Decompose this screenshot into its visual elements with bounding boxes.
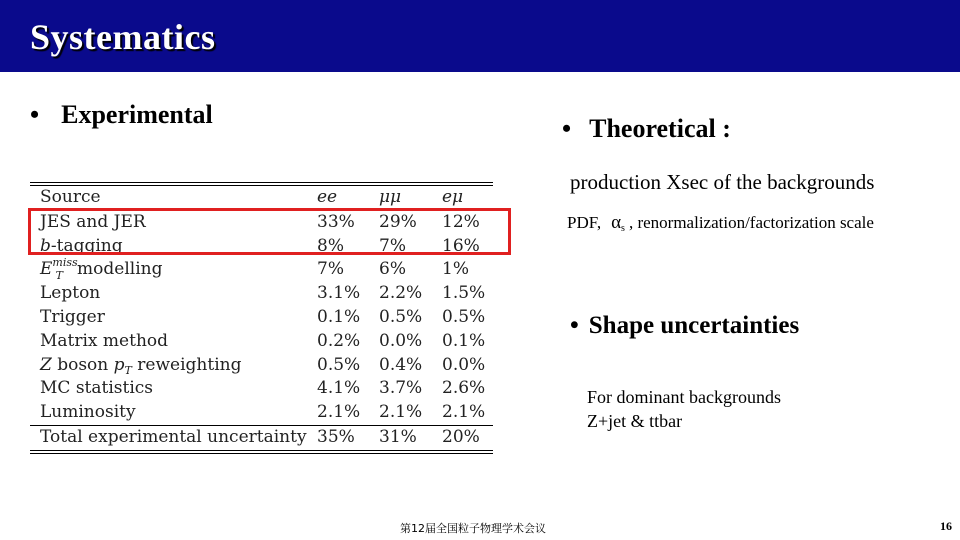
bullet-experimental — [30, 100, 213, 130]
header-source: Source — [40, 187, 101, 207]
row-source: Lepton — [40, 283, 101, 304]
row-source-E: E — [40, 259, 53, 280]
title-bar — [0, 0, 960, 72]
row-emu: 0.1% — [442, 330, 486, 351]
row-mumu: 2.1% — [379, 402, 423, 423]
row-emu: 0.5% — [442, 306, 486, 327]
row-emu: 2.6% — [442, 378, 486, 399]
row-mumu: 0.5% — [379, 306, 423, 327]
alpha-symbol: α — [611, 212, 622, 233]
row-source-rest: reweighting — [137, 354, 242, 375]
row-source: Trigger — [40, 306, 105, 327]
row-ee: 7% — [317, 259, 344, 280]
row-ee: 8% — [317, 235, 344, 256]
row-source-psub: T — [124, 363, 132, 377]
theoretical-xsec-text: production Xsec of the backgrounds — [570, 170, 875, 194]
row-source-b: b — [40, 235, 51, 256]
table-row — [30, 330, 493, 354]
row-source: Matrix method — [40, 330, 169, 351]
row-mumu: 3.7% — [379, 378, 423, 399]
row-emu: 1% — [442, 259, 469, 280]
total-source: Total experimental uncertainty — [40, 426, 307, 447]
dominant-backgrounds-text: For dominant backgrounds — [587, 387, 781, 407]
bullet-theoretical-label: Theoretical : — [589, 114, 731, 143]
row-source-p: p — [113, 354, 125, 375]
row-source — [40, 258, 162, 283]
row-emu: 0.0% — [442, 354, 486, 375]
row-ee: 0.2% — [317, 330, 361, 351]
row-ee: 3.1% — [317, 283, 361, 304]
row-emu: 16% — [442, 235, 480, 256]
row-source-sub: T — [55, 269, 64, 283]
row-source-Z: Z — [40, 354, 52, 375]
pdf-suffix: , renormalization/factorization scale — [628, 213, 874, 232]
bullet-experimental-label: Experimental — [61, 100, 213, 129]
row-source — [40, 354, 241, 379]
table-row — [30, 306, 493, 330]
header-emu: eμ — [442, 187, 464, 207]
row-emu: 2.1% — [442, 402, 486, 423]
row-source-sup: miss — [52, 256, 78, 270]
row-ee: 0.5% — [317, 354, 361, 375]
alpha-subscript: s — [621, 223, 625, 234]
row-mumu: 6% — [379, 259, 406, 280]
header-mumu: μμ — [379, 187, 402, 207]
table-row — [30, 354, 493, 378]
row-emu: 12% — [442, 211, 480, 232]
row-mumu: 2.2% — [379, 283, 423, 304]
row-source-rest: modelling — [77, 259, 163, 280]
row-ee: 2.1% — [317, 402, 361, 423]
page-number: 16 — [940, 519, 952, 533]
table-rule-bottom — [30, 450, 493, 451]
row-mumu: 0.4% — [379, 354, 423, 375]
total-ee: 35% — [317, 426, 355, 447]
table-row — [30, 282, 493, 306]
row-ee: 0.1% — [317, 306, 361, 327]
row-mumu: 0.0% — [379, 330, 423, 351]
row-source-mid: boson — [57, 354, 109, 375]
pdf-prefix: PDF, — [567, 213, 602, 232]
header-ee: ee — [317, 187, 338, 207]
row-ee: 4.1% — [317, 378, 361, 399]
table-row — [30, 258, 493, 282]
table-header-row — [30, 186, 493, 210]
table-total-row — [30, 426, 493, 450]
bullet-dot: • — [570, 312, 579, 339]
bullet-theoretical — [562, 114, 731, 144]
bullet-shape — [570, 312, 799, 340]
total-emu: 20% — [442, 426, 480, 447]
row-source: JES and JER — [40, 211, 146, 232]
row-emu: 1.5% — [442, 283, 486, 304]
row-source-rest: -tagging — [50, 235, 123, 256]
row-ee: 33% — [317, 211, 355, 232]
footer-conference: 第12届全国粒子物理学术会议 — [400, 522, 546, 535]
table-row — [30, 401, 493, 425]
row-source: Luminosity — [40, 402, 136, 423]
bullet-shape-label: Shape uncertainties — [588, 312, 800, 339]
slide-title: Systematics — [30, 17, 216, 57]
highlight-box — [28, 208, 511, 255]
table-row — [30, 377, 493, 401]
row-mumu: 7% — [379, 235, 406, 256]
row-mumu: 29% — [379, 211, 417, 232]
table-rule-bottom2 — [30, 453, 493, 454]
table-rule-top — [30, 182, 493, 183]
total-mumu: 31% — [379, 426, 417, 447]
row-source: MC statistics — [40, 378, 154, 399]
bullet-dot: • — [562, 114, 572, 143]
zjet-ttbar-text: Z+jet & ttbar — [587, 411, 683, 431]
theoretical-pdf-text — [567, 212, 874, 234]
bullet-dot: • — [30, 100, 40, 129]
